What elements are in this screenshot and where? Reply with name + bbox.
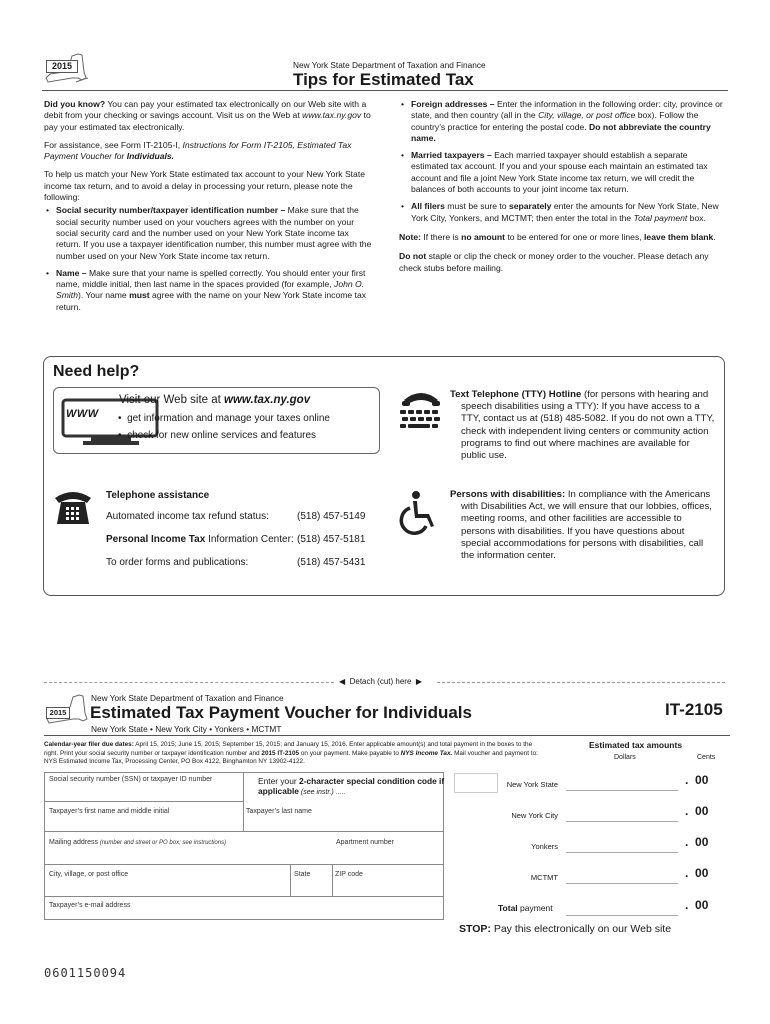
first-name-label: Taxpayer’s first name and middle initial bbox=[49, 808, 170, 815]
refund-status-number: (518) 457-5149 bbox=[297, 511, 366, 522]
amount-row-label: MCTMT bbox=[530, 873, 558, 882]
detach-dash-right bbox=[437, 682, 725, 683]
due-dates-text: Calendar-year filer due dates: April 15, 2015; June 15, 2015; September 15, 2015; and January 15, 2016. Enter applicable amount(s) and total payment in the boxes to the right. Print your social security number or taxpayer identification number and 2015 IT-2105 on your payment. Make payable to NYS Income Tax. Mail voucher and payment to: NYS Estimated Income Tax, Processing Center, PO Box 4122, Binghamton NY 13902-4122. bbox=[44, 741, 538, 766]
mailing-address-label: Mailing address (number and street or PO box; see instructions) bbox=[49, 839, 227, 846]
last-name-input[interactable] bbox=[243, 817, 443, 829]
city-input[interactable] bbox=[45, 880, 287, 894]
amount-row-label: Yonkers bbox=[531, 842, 558, 851]
city-label: City, village, or post office bbox=[49, 871, 129, 878]
amount-cents: . 00 bbox=[685, 835, 709, 849]
do-not-staple: Do not staple or clip the check or money order to the voucher. Please detach any check stubs before mailing. bbox=[399, 251, 709, 273]
ssn-bullet: • Social security number/taxpayer identification number – Make sure that the social security number used on your vouchers agrees with the number on your social security card and the number used on your New York State income tax return. If you use a taxpayer identification number, this number must agree with the number used on your New York State income tax return. bbox=[44, 205, 372, 261]
did-you-know: Did you know? You can pay your estimated tax electronically on our Web site with a debit from your checking or savings account. Visit us on the Web at www.tax.ny.gov to pay your estimated tax electronically. bbox=[44, 99, 371, 132]
ssn-label: Social security number (SSN) or taxpayer ID number bbox=[49, 776, 213, 783]
amount-cents: . 00 bbox=[685, 866, 709, 880]
voucher-title: Estimated Tax Payment Voucher for Individuals bbox=[90, 703, 472, 722]
voucher-dept: New York State Department of Taxation and Finance bbox=[91, 693, 284, 703]
detach-dash-left bbox=[44, 682, 334, 683]
telephone-assistance-title: Telephone assistance bbox=[106, 490, 210, 501]
left-column bbox=[44, 99, 372, 319]
form-number: IT-2105 bbox=[665, 700, 723, 719]
pit-info-number: (518) 457-5181 bbox=[297, 534, 366, 545]
ssn-input[interactable] bbox=[45, 785, 241, 799]
pit-info-label: Personal Income Tax Information Center: bbox=[106, 534, 294, 545]
tty-hotline-text: Text Telephone (TTY) Hotline (for persons with hearing and speech disabilities using a TTY): If you have access to a TTY, contact us at (518) 485-5082. If you do not own a TTY, check with independent living centers or community action programs to find out where machines are available for public use. bbox=[450, 389, 715, 462]
voucher-year-badge: 2015 bbox=[46, 707, 70, 719]
telephone-icon bbox=[53, 490, 93, 526]
visit-website-text: Visit our Web site at www.tax.ny.gov bbox=[119, 394, 311, 406]
wheelchair-icon bbox=[396, 490, 440, 536]
apartment-label: Apartment number bbox=[336, 839, 394, 846]
total-dollars-input[interactable] bbox=[566, 915, 678, 916]
note: Note: If there is no amount to be entered for one or more lines, leave them blank. bbox=[399, 231, 716, 242]
amount-row-label: New York State bbox=[506, 780, 558, 789]
dollars-header: Dollars bbox=[614, 754, 636, 761]
assistance-note: For assistance, see Form IT-2105-I, Instructions for Form IT-2105, Estimated Tax Payment Voucher for Individuals. bbox=[44, 139, 352, 162]
amount-row-label: New York City bbox=[511, 811, 558, 820]
estimated-amounts-title: Estimated tax amounts bbox=[589, 740, 683, 750]
website-link[interactable]: www.tax.ny.gov bbox=[302, 110, 362, 121]
matching-intro: To help us match your New York State estimated tax account to your New York State income tax return, and to avoid a delay in processing your return, please note the following: bbox=[44, 169, 366, 203]
foreign-address-bullet: • Foreign addresses – Enter the information in the following order: city, province or state, and then country (all in the City, village, or post office box). Follow the country’s practice for entering the postal code. Do not abbreviate the country name. bbox=[399, 99, 723, 144]
tty-icon bbox=[398, 388, 444, 436]
state-input[interactable] bbox=[290, 880, 330, 894]
voucher-subtitle: New York State • New York City • Yonkers • MCTMT bbox=[91, 724, 282, 734]
amount-cents: . 00 bbox=[685, 804, 709, 818]
all-filers-bullet: • All filers must be sure to separately enter the amounts for New York State, New York City, Yonkers, and MCTMT; then enter the total in the Total payment box. bbox=[399, 201, 723, 224]
right-column bbox=[399, 99, 723, 281]
website-bullet-2: • check for new online services and features bbox=[118, 430, 317, 441]
stop-pay-online: STOP: Pay this electronically on our Web site bbox=[459, 923, 672, 935]
department-name: New York State Department of Taxation and Finance bbox=[293, 60, 486, 70]
need-help-title: Need help? bbox=[53, 363, 140, 380]
tax-year-badge: 2015 bbox=[46, 60, 78, 73]
disabilities-text: Persons with disabilities: In compliance with the Americans with Disabilities Act, we will ensure that our lobbies, offices, meeting rooms, and other facilities are accessible to persons with disabilities. If you have questions about special accommodations for persons with disabilities, call the information center. bbox=[450, 489, 712, 562]
detach-label: ◀ Detach (cut) here ▶ bbox=[339, 677, 423, 686]
email-label: Taxpayer’s e-mail address bbox=[49, 902, 131, 909]
married-bullet: • Married taxpayers – Each married taxpayer should establish a separate estimated tax account. If you and your spouse each maintain an estimated tax account and file a joint New York State income tax return, we will credit the balances of both accounts to your joint income tax return. bbox=[399, 150, 723, 195]
refund-status-label: Automated income tax refund status: bbox=[106, 511, 269, 522]
amount-dollars-input[interactable] bbox=[566, 852, 678, 853]
total-payment-label: Total payment bbox=[498, 903, 553, 913]
page-title: Tips for Estimated Tax bbox=[293, 70, 474, 89]
www-label: WWW bbox=[66, 408, 99, 420]
voucher-divider bbox=[44, 735, 730, 736]
scan-code: 0601150094 bbox=[44, 966, 127, 980]
website-bullet-1: • get information and manage your taxes online bbox=[118, 413, 330, 424]
zip-input[interactable] bbox=[332, 880, 442, 894]
condition-code-label: Enter your 2-character special condition code if applicable (see instr.) ..... bbox=[258, 776, 445, 796]
header-divider bbox=[42, 90, 728, 91]
amount-dollars-input[interactable] bbox=[566, 821, 678, 822]
amount-dollars-input[interactable] bbox=[566, 790, 678, 791]
amount-cents: . 00 bbox=[685, 773, 709, 787]
help-website-link[interactable]: www.tax.ny.gov bbox=[224, 394, 311, 406]
name-bullet: • Name – Make sure that your name is spelled correctly. You should enter your first name, middle initial, then last name in the spaces provided (for example, John O. Smith). Your name must agree with the name on your New York State income tax return. bbox=[44, 268, 372, 313]
first-name-input[interactable] bbox=[45, 817, 241, 829]
total-cents: . 00 bbox=[685, 898, 709, 912]
state-label: State bbox=[294, 871, 311, 878]
last-name-label: Taxpayer’s last name bbox=[246, 808, 312, 815]
mailing-address-input[interactable] bbox=[45, 848, 441, 862]
condition-code-input[interactable] bbox=[454, 773, 498, 793]
order-forms-label: To order forms and publications: bbox=[106, 557, 249, 568]
cents-header: Cents bbox=[697, 754, 716, 761]
amount-dollars-input[interactable] bbox=[566, 883, 678, 884]
order-forms-number: (518) 457-5431 bbox=[297, 557, 366, 568]
zip-label: ZIP code bbox=[335, 871, 363, 878]
email-input[interactable] bbox=[45, 910, 441, 919]
